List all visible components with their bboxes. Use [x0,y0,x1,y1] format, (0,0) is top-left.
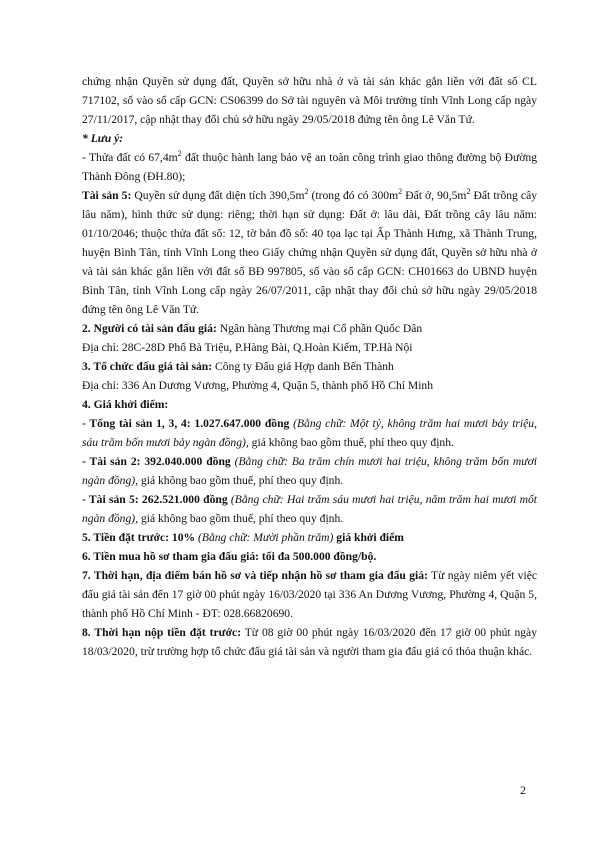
price-total-1-3-4: - Tổng tài sản 1, 3, 4: 1.027.647.000 đồng (Bằng chữ: Một tỷ, không trăm hai mươi bảy triệu, sáu trăm bốn mươi bảy ngàn đồng), giá không bao gồm thuế, phí theo quy định. [82,417,537,449]
section-7-paragraph: 7. Thời hạn, địa điểm bán hồ sơ và tiếp nhận hồ sơ tham gia đấu giá: Từ ngày niêm yết việc đấu giá tài sản đến 17 giờ 00 phút ngày 16/03/2020 tại 336 An Dương Vương, Phường 4, Quận 5, thành phố Hồ Chí Minh - ĐT: 028.66820690. [82,569,537,620]
section-2-heading: 2. Người có tài sản đấu giá: Ngân hàng Thương mại Cổ phần Quốc Dân [82,322,423,335]
section-6-fee: 6. Tiền mua hồ sơ tham gia đấu giá: tối đa 500.000 đồng/bộ. [82,550,377,563]
section-8-paragraph: 8. Thời hạn nộp tiền đặt trước: Từ 08 giờ 00 phút ngày 16/03/2020 đến 17 giờ 00 phút ngày 18/03/2020, trừ trường hợp tổ chức đấu giá tài sản và người tham gia đấu giá có thỏa thuận khác. [82,626,537,658]
document-body [82,72,537,661]
section-3-heading: 3. Tổ chức đấu giá tài sản: Công ty Đấu giá Hợp danh Bến Thành [82,360,394,373]
note-paragraph: - Thửa đất có $67,4m^2$ đất thuộc hành lang bảo vệ an toàn công trình giao thông đường bộ Đường Thành Đông (ĐH.80); [82,149,537,183]
asset-5-label: Tài sản 5: [82,189,132,202]
section-5-deposit: 5. Tiền đặt trước: 10% (Bằng chữ: Mười phần trăm) giá khởi điểm [82,531,404,544]
section-2-address: Địa chỉ: 28C-28D Phố Bà Triệu, P.Hàng Bài, Q.Hoàn Kiếm, TP.Hà Nội [82,341,413,354]
price-asset-2: - Tài sản 2: 392.040.000 đồng (Bằng chữ: Ba trăm chín mươi hai triệu, không trăm bốn mươi ngàn đồng), giá không bao gồm thuế, phí theo quy định. [82,455,537,487]
note-heading: * Lưu ý: [82,132,124,145]
asset-5-paragraph: Tài sản 5: Quyền sử dụng đất diện tích $390,5m^2$ (trong đó có $300m^2$ Đất ở, $90,5m^2$ Đất trồng cây lâu năm), hình thức sử dụng: riêng; thời hạn sử dụng: Đất ở: lâu dài, Đất trồng cây lâu năm: 01/10/2046; thuộc thửa đất số: 12, tờ bản đồ số: 40 tọa lạc tại Ấp Thành Hưng, xã Thành Trung, huyện Bình Tân, tỉnh Vĩnh Long theo Giấy chứng nhận Quyền sử dụng đất, Quyền sở hữu nhà ở và tài sản khác gắn liền với đất số BĐ 997805, số vào sổ cấp GCN: CH01663 do UBND huyện Bình Tân, tỉnh Vĩnh Long cấp ngày 26/07/2011, cập nhật thay đổi chủ sở hữu ngày 29/05/2018 đứng tên ông Lê Văn Tứ. [82,187,538,316]
intro-paragraph: chứng nhận Quyền sử dụng đất, Quyền sở hữu nhà ở và tài sản khác gắn liền với đất số CL 717102, số vào sổ cấp GCN: CS06399 do Sở tài nguyên và Môi trường tỉnh Vĩnh Long cấp ngày 27/11/2017, cập nhật thay đổi chủ sở hữu ngày 29/05/2018 đứng tên ông Lê Văn Tứ. [82,75,537,126]
page-number: 2 [520,783,526,797]
price-asset-5: - Tài sản 5: 262.521.000 đồng (Bằng chữ: Hai trăm sáu mươi hai triệu, năm trăm hai mươi mốt ngàn đồng), giá không bao gồm thuế, phí theo quy định. [82,493,537,525]
section-4-heading: 4. Giá khởi điểm: [82,398,169,411]
section-3-address: Địa chỉ: 336 An Dương Vương, Phường 4, Quận 5, thành phố Hồ Chí Minh [82,379,434,392]
